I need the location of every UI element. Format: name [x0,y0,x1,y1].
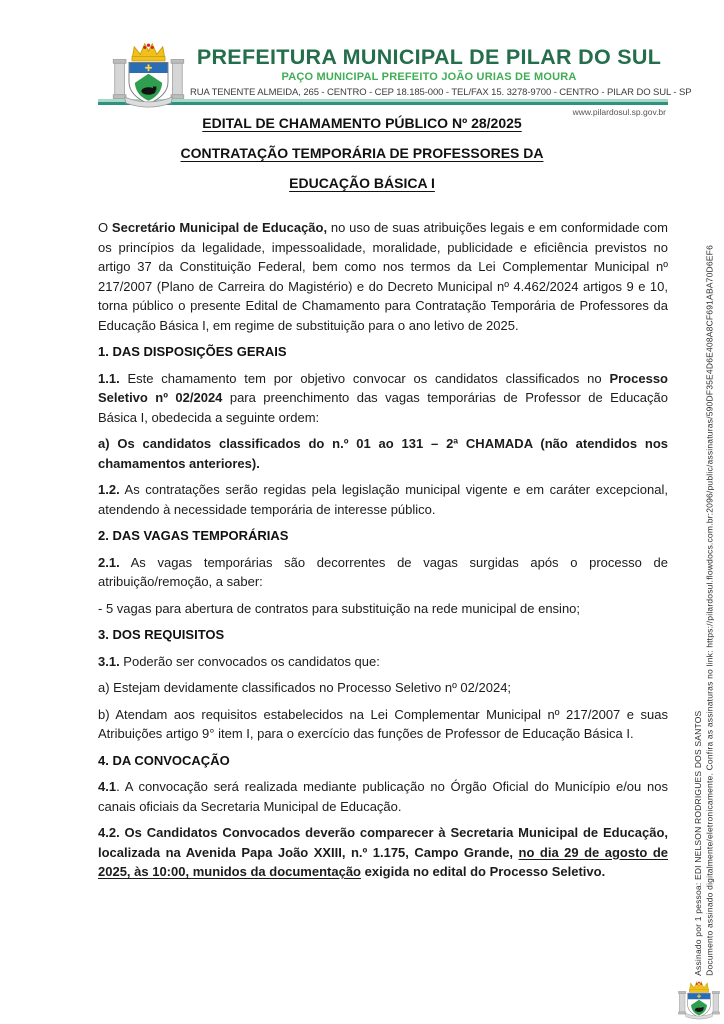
text-segment: 2. DAS VAGAS TEMPORÁRIAS [98,528,289,543]
document-title-block [77,114,647,193]
section-heading [98,751,668,771]
section-heading [98,526,668,546]
org-subtitle: PAÇO MUNICIPAL PREFEITO JOÃO URIAS DE MOURA [281,71,577,83]
text-segment: Este chamamento tem por objetivo convocar os candidatos classificados no [119,370,610,386]
text-segment: . A convocação será realizada mediante publicação no Órgão Oficial do Município e/ou nos canais oficiais da Secretaria Municipal de Educação. [98,779,668,814]
paragraph [98,599,668,619]
text-segment: Secretário Municipal de Educação, [111,220,328,235]
text-segment: As contratações serão regidas pela legislação municipal vigente e em caráter excepcional, atendendo à necessidade temporária de interesse público. [98,482,668,517]
text-segment: 2.1. [98,554,120,570]
text-segment: exigida no edital do Processo Seletivo. [361,864,606,879]
text-segment: 1.1. [98,370,120,386]
text-segment: a) Os candidatos classificados do n.º 01 ao 131 – 2ª CHAMADA (não atendidos nos chamamentos anteriores). [98,436,668,471]
org-address: RUA TENENTE ALMEIDA, 265 - CENTRO - CEP 18.185-000 - TEL/FAX 15. 3278-9700 - CENTRO - PILAR DO SUL - SP [190,87,692,98]
org-title: PREFEITURA MUNICIPAL DE PILAR DO SUL [196,45,662,69]
section-heading [98,625,668,645]
text-segment: para preenchimento das vagas temporárias de Professor de Educação Básica I, obedecida a seguinte ordem: [98,390,668,425]
text-segment: 4. DA CONVOCAÇÃO [98,752,230,768]
paragraph [98,777,668,816]
paragraph [98,652,668,672]
text-segment: no uso de suas atribuições legais e em conformidade com os princípios da legalidade, impessoalidade, moralidade, publicidade e eficiência previstos no artigo 37 da Constituição Federal, bem como nos termos da Lei Complementar Municipal nº 217/2007 (Plano de Carreira do Magistério) e do Decreto Municipal nº 4.462/2024 artigos 9 e 10, torna público o presente Edital de Chamamento para Contratação Temporária de Professores da Educação Básica I, em regime de substituição para o ano letivo de 2025. [98,220,668,333]
text-segment: a) Estejam devidamente classificados no Processo Seletivo nº 02/2024; [98,680,512,695]
paragraph [98,218,668,335]
document-body [98,114,668,889]
signature-signers-line: Assinado por 1 pessoa: EDI NELSON RODRIGUES DOS SANTOS [693,710,703,976]
paragraph [98,823,668,882]
text-segment: 4.2. Os Candidatos Convocados deverão comparecer à Secretaria Municipal de Educação, localizada na Avenida Papa João XXIII, n.º 1.175, Campo Grande, [98,825,668,860]
paragraph [98,705,668,744]
letterhead [98,38,692,117]
text-segment: 3.1. [98,653,120,669]
text-segment: 4.1 [98,779,117,794]
document-paragraphs [98,218,668,882]
signature-sidebar [693,245,716,976]
municipal-coat-of-arms-icon [111,40,186,112]
text-segment: 1. DAS DISPOSIÇÕES GERAIS [98,344,287,359]
paragraph [98,553,668,592]
text-segment: As vagas temporárias são decorrentes de vagas surgidas após o processo de atribuição/remoção, a saber: [98,554,668,589]
letterhead-text [190,38,692,98]
text-segment: O [98,220,112,235]
section-heading [98,342,668,362]
footer-coat-of-arms-icon [677,980,721,1022]
paragraph [98,369,668,428]
paragraph [98,480,668,519]
paragraph [98,434,668,473]
document-title-line-1: EDITAL DE CHAMAMENTO PÚBLICO Nº 28/2025 [202,115,522,131]
text-segment: 1.2. [98,482,120,497]
text-segment: Poderão ser convocados os candidatos que: [119,653,380,669]
text-segment: Processo Seletivo nº 02/2024 [98,370,668,405]
text-segment: no dia 29 de agosto de 2025, às 10:00, munidos da documentação [98,844,668,879]
text-segment: b) Atendam aos requisitos estabelecidos na Lei Complementar Municipal nº 217/2007 e suas Atribuições artigo 9° item I, para o exercício das funções de Professor de Educação Básica I. [98,706,668,741]
text-segment: - 5 vagas para abertura de contratos para substituição na rede municipal de ensino; [98,600,581,616]
paragraph [98,678,668,698]
signature-verify-link-line: Documento assinado digitalmente/eletronicamente. Confira as assinaturas no link: https://pilardosul.flowdocs.com.br:2096/public/assinaturas/590DF35E4D6E408A8CF691ABA70D6EF6 [704,245,715,976]
document-title-line-2: CONTRATAÇÃO TEMPORÁRIA DE PROFESSORES DA [180,145,544,161]
text-segment: 3. DOS REQUISITOS [98,627,225,642]
org-website-text: www.pilardosul.sp.gov.br [572,107,666,117]
document-title-line-3: EDUCAÇÃO BÁSICA I [289,175,435,191]
